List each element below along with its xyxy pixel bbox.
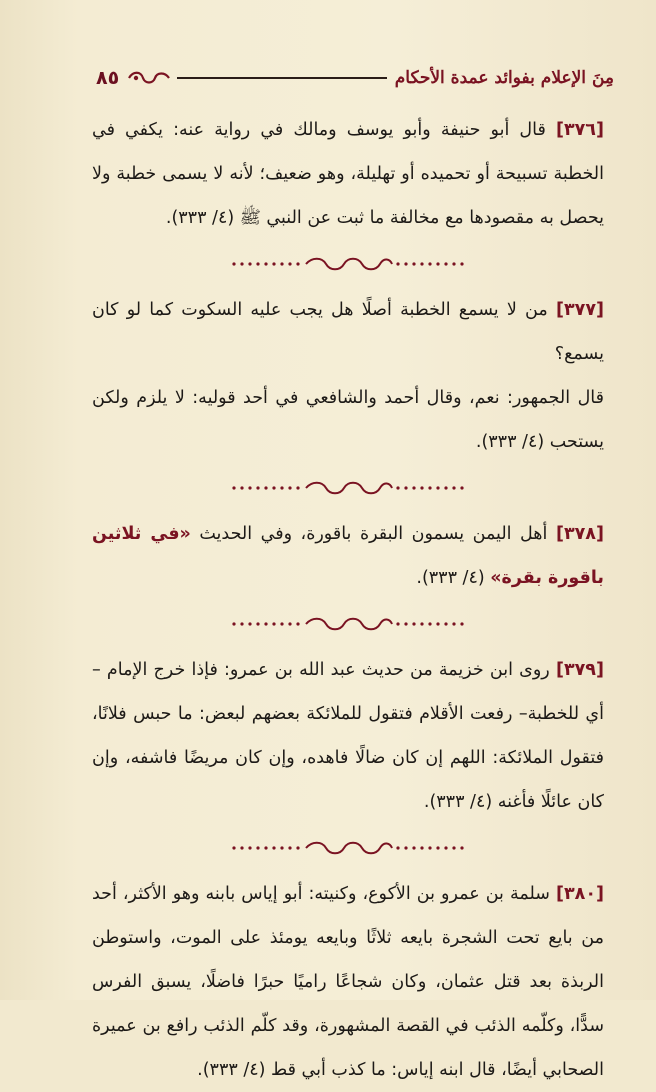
entry-answer: قال الجمهور: نعم، وقال أحمد والشافعي في أحد قوليه: لا يلزم ولكن يستحب (٤/ ٣٣٣). <box>92 388 604 452</box>
entry-text: روى ابن خزيمة من حديث عبد الله بن عمرو: فإذا خرج الإمام –أي للخطبة– رفعت الأقلام فتقول للملائكة بعضهم لبعض: ما حبس فلانًا، فتقول الملائكة: اللهم إن كان ضالًا فاهده، وإن كان مريضًا فاشفه، وإن كان عائلًا فأغنه (٤/ ٣٣٣). <box>92 660 604 812</box>
entry-reference: (٤/ ٣٣٣). <box>416 568 491 588</box>
entry-377 <box>92 288 604 464</box>
section-divider <box>92 600 604 648</box>
entry-text: أهل اليمن يسمون البقرة باقورة، وفي الحديث <box>190 524 548 544</box>
header-ornament-icon <box>127 69 171 87</box>
page-body <box>92 108 604 1092</box>
entry-376 <box>92 108 604 240</box>
entry-378 <box>92 512 604 600</box>
section-divider-ornament-icon <box>228 257 468 271</box>
page-number: ٨٥ <box>96 67 120 89</box>
entry-380 <box>92 872 604 1092</box>
entry-379 <box>92 648 604 824</box>
section-divider <box>92 464 604 512</box>
book-title: مِنَ الإعلام بفوائد عمدة الأحكام <box>394 68 614 88</box>
entry-text: سلمة بن عمرو بن الأكوع، وكنيته: أبو إياس بابنه وهو الأكثر، أحد من بايع تحت الشجرة بايعه ثلاثًا وبايعه يومئذ على الموت، واستوطن الربذة بعد قتل عثمان، وكان شجاعًا راميًا حبرًا فاضلًا، يسبق الفرس سدًّا، وكلّمه الذئب في القصة المشهورة، وقد كلّم الذئب رافع بن عميرة الصحابي أيضًا، قال ابنه إياس: ما كذب أبي قط (٤/ ٣٣٣). <box>92 884 604 1080</box>
entry-text: قال أبو حنيفة وأبو يوسف ومالك في رواية عنه: يكفي في الخطبة تسبيحة أو تحميده أو تهليلة، وهو ضعيف؛ لأنه لا يسمى خطبة ولا يحصل به مقصودها مع مخالفة ما ثبت عن النبي ﷺ (٤/ ٣٣٣). <box>92 120 604 228</box>
header-rule <box>177 77 387 79</box>
entry-number: [٣٧٦] <box>555 120 604 140</box>
section-divider-ornament-icon <box>228 617 468 631</box>
entry-number: [٣٧٨] <box>555 524 604 544</box>
entry-number: [٣٧٧] <box>555 300 604 320</box>
entry-number: [٣٨٠] <box>555 884 604 904</box>
hadith-quote: «في ثلاثين باقورة بقرة» <box>92 524 604 588</box>
section-divider <box>92 240 604 288</box>
running-header <box>96 58 614 98</box>
entry-number: [٣٧٩] <box>555 660 604 680</box>
entry-question: من لا يسمع الخطبة أصلًا هل يجب عليه السكوت كما لو كان يسمع؟ <box>92 300 604 364</box>
section-divider-ornament-icon <box>228 841 468 855</box>
section-divider <box>92 824 604 872</box>
section-divider-ornament-icon <box>228 481 468 495</box>
